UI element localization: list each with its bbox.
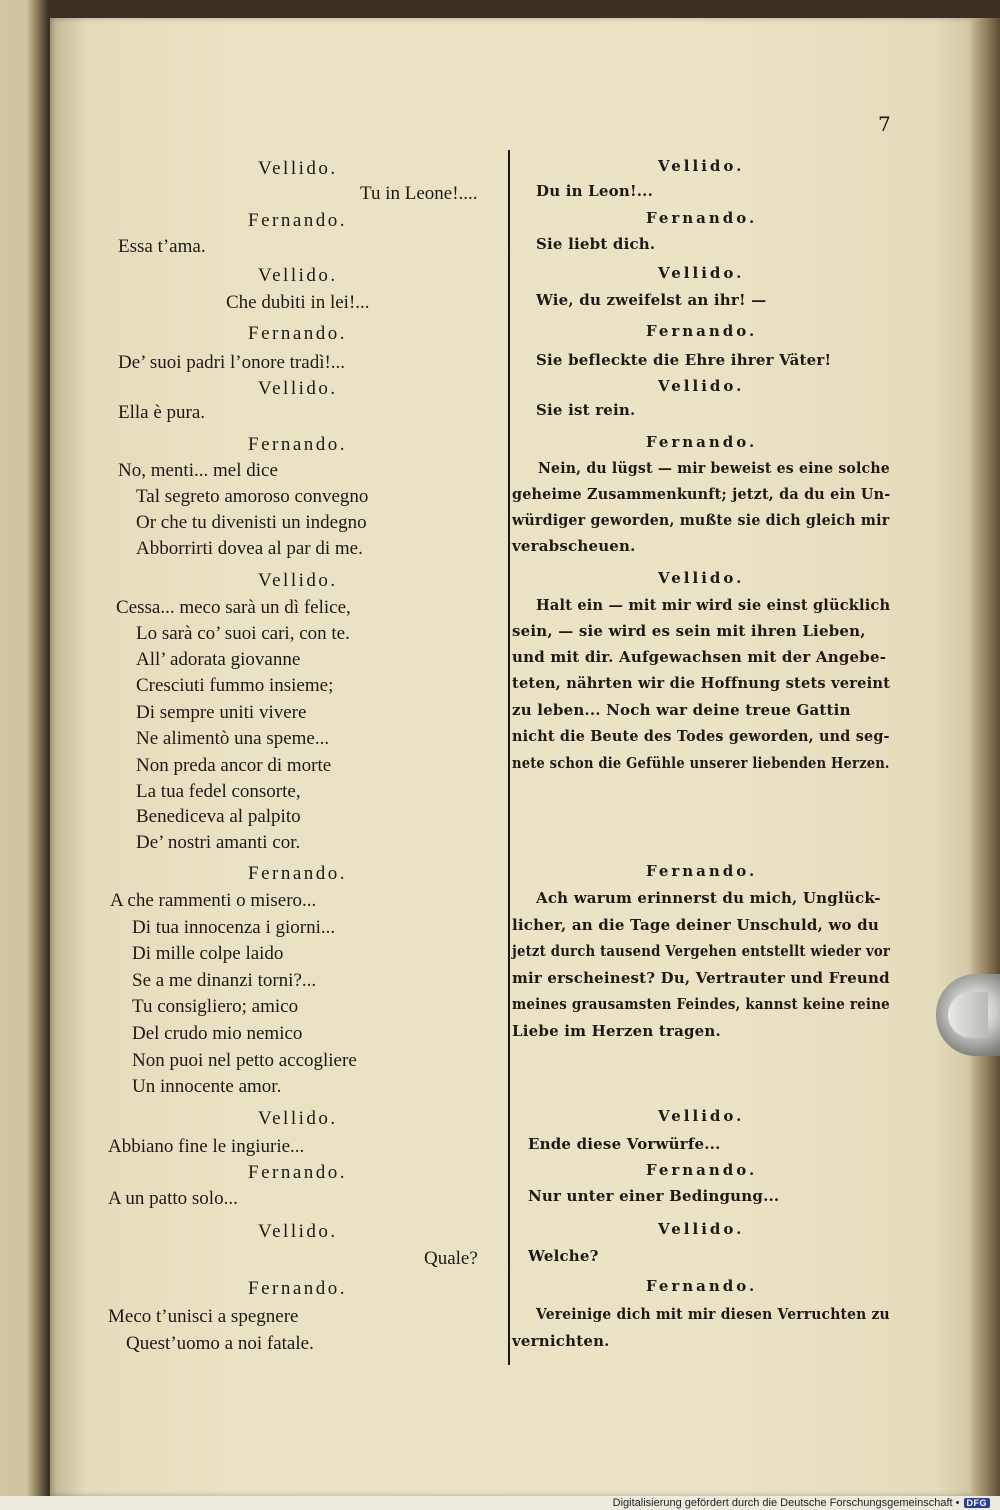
text-line: Sie befleckte die Ehre ihrer Väter! (536, 351, 832, 369)
speaker-name: Vellido. (258, 265, 338, 286)
speaker-name: Vellido. (258, 378, 338, 399)
speaker-name: Fernando. (646, 209, 758, 227)
text-line: Tu consigliero; amico (132, 996, 299, 1017)
speaker-name: Vellido. (658, 157, 745, 175)
speaker-name: Vellido. (658, 264, 745, 282)
text-line: meines grausamsten Feindes, kannst keine reine (512, 995, 890, 1013)
text-line: Quale? (424, 1248, 478, 1269)
text-line: teten, nährten wir die Hoffnung stets vereint (512, 674, 891, 692)
text-line: Sie liebt dich. (536, 235, 656, 253)
text-line: zu leben... Noch war deine treue Gattin (512, 701, 851, 719)
text-line: Di mille colpe laido (132, 943, 284, 964)
text-line: Cresciuti fummo insieme; (136, 675, 334, 696)
text-line: Se a me dinanzi torni?... (132, 970, 317, 991)
text-line: Vereinige dich mit mir diesen Verruchten zu (536, 1305, 890, 1323)
text-line: Halt ein — mit mir wird sie einst glücklich (536, 596, 891, 614)
text-line: Liebe im Herzen tragen. (512, 1022, 721, 1040)
text-line: De’ suoi padri l’onore tradì!... (118, 352, 346, 373)
text-line: Lo sarà co’ suoi cari, con te. (136, 623, 350, 644)
text-line: nicht die Beute des Todes geworden, und seg- (512, 727, 890, 745)
text-line: Essa t’ama. (118, 236, 206, 257)
page-edge-shadow (972, 18, 1000, 1496)
text-line: La tua fedel consorte, (136, 781, 301, 802)
text-line: Ach warum erinnerst du mich, Unglück- (536, 889, 881, 907)
speaker-name: Fernando. (646, 322, 758, 340)
text-line: No, menti... mel dice (118, 460, 278, 481)
text-line: Sie ist rein. (536, 401, 636, 419)
text-line: Del crudo mio nemico (132, 1023, 303, 1044)
text-line: Ella è pura. (118, 402, 206, 423)
text-line: Welche? (528, 1247, 599, 1265)
text-line: und mit dir. Aufgewachsen mit der Angebe- (512, 648, 887, 666)
text-line: De’ nostri amanti cor. (136, 832, 301, 853)
text-line: Non preda ancor di morte (136, 755, 332, 776)
speaker-name: Vellido. (658, 1107, 745, 1125)
speaker-name: Vellido. (658, 569, 745, 587)
text-line: Wie, du zweifelst an ihr! — (536, 291, 767, 309)
text-line: jetzt durch tausend Vergehen entstellt wieder vor (512, 942, 891, 960)
text-line: Du in Leon!... (536, 182, 654, 200)
text-line: verabscheuen. (512, 537, 636, 555)
text-line: Nein, du lügst — mir beweist es eine solche (538, 459, 890, 477)
text-line: All’ adorata giovanne (136, 649, 301, 670)
speaker-name: Fernando. (248, 863, 348, 884)
text-line: Quest’uomo a noi fatale. (126, 1333, 314, 1354)
text-line: A un patto solo... (108, 1188, 238, 1209)
speaker-name: Fernando. (646, 433, 758, 451)
speaker-name: Fernando. (248, 1162, 348, 1183)
speaker-name: Fernando. (646, 862, 758, 880)
page-number: 7 (878, 112, 891, 136)
text-line: Un innocente amor. (132, 1076, 282, 1097)
text-line: mir erscheinest? Du, Vertrauter und Freund (512, 969, 890, 987)
speaker-name: Vellido. (258, 1108, 338, 1129)
text-line: vernichten. (512, 1332, 610, 1350)
speaker-name: Vellido. (258, 158, 338, 179)
text-line: Or che tu divenisti un indegno (136, 512, 367, 533)
text-line: Tal segreto amoroso convegno (136, 486, 369, 507)
text-line: Tu in Leone!.... (360, 183, 478, 204)
text-line: geheime Zusammenkunft; jetzt, da du ein Un- (512, 485, 891, 503)
speaker-name: Vellido. (658, 1220, 745, 1238)
text-line: A che rammenti o misero... (110, 890, 317, 911)
speaker-name: Fernando. (646, 1277, 758, 1295)
footer-credit (613, 1497, 990, 1509)
facing-page-edge (0, 0, 48, 1510)
text-line: Ne alimentò una speme... (136, 728, 330, 749)
footer-text: Digitalisierung gefördert durch die Deutsche Forschungsgemeinschaft • (612, 1497, 960, 1509)
text-line: Di sempre uniti vivere (136, 702, 307, 723)
speaker-name: Fernando. (248, 1278, 348, 1299)
text-line: licher, an die Tage deiner Unschuld, wo du (512, 916, 879, 934)
text-line: Meco t’unisci a spegnere (108, 1306, 299, 1327)
text-line: Non puoi nel petto accogliere (132, 1050, 357, 1071)
text-line: Ende diese Vorwürfe... (528, 1135, 721, 1153)
text-line: Abbiano fine le ingiurie... (108, 1136, 305, 1157)
speaker-name: Vellido. (658, 377, 745, 395)
speaker-name: Fernando. (248, 323, 348, 344)
text-line: würdiger geworden, mußte sie dich gleich mir (512, 511, 890, 529)
text-line: sein, — sie wird es sein mit ihren Lieben, (512, 622, 866, 640)
speaker-name: Vellido. (258, 1221, 338, 1242)
text-line: Cessa... meco sarà un dì felice, (116, 597, 351, 618)
speaker-name: Fernando. (248, 210, 348, 231)
speaker-name: Fernando. (646, 1161, 758, 1179)
text-line: Che dubiti in lei!... (226, 292, 370, 313)
speaker-name: Vellido. (258, 570, 338, 591)
text-line: Abborrirti dovea al par di me. (136, 538, 363, 559)
speaker-name: Fernando. (248, 434, 348, 455)
text-line: Benediceva al palpito (136, 806, 301, 827)
column-divider (508, 150, 510, 1365)
dfg-logo: DFG (964, 1498, 991, 1508)
text-line: Nur unter einer Bedingung... (528, 1187, 780, 1205)
text-line: nete schon die Gefühle unserer liebenden Herzen. (512, 754, 890, 772)
text-line: Di tua innocenza i giorni... (132, 917, 336, 938)
